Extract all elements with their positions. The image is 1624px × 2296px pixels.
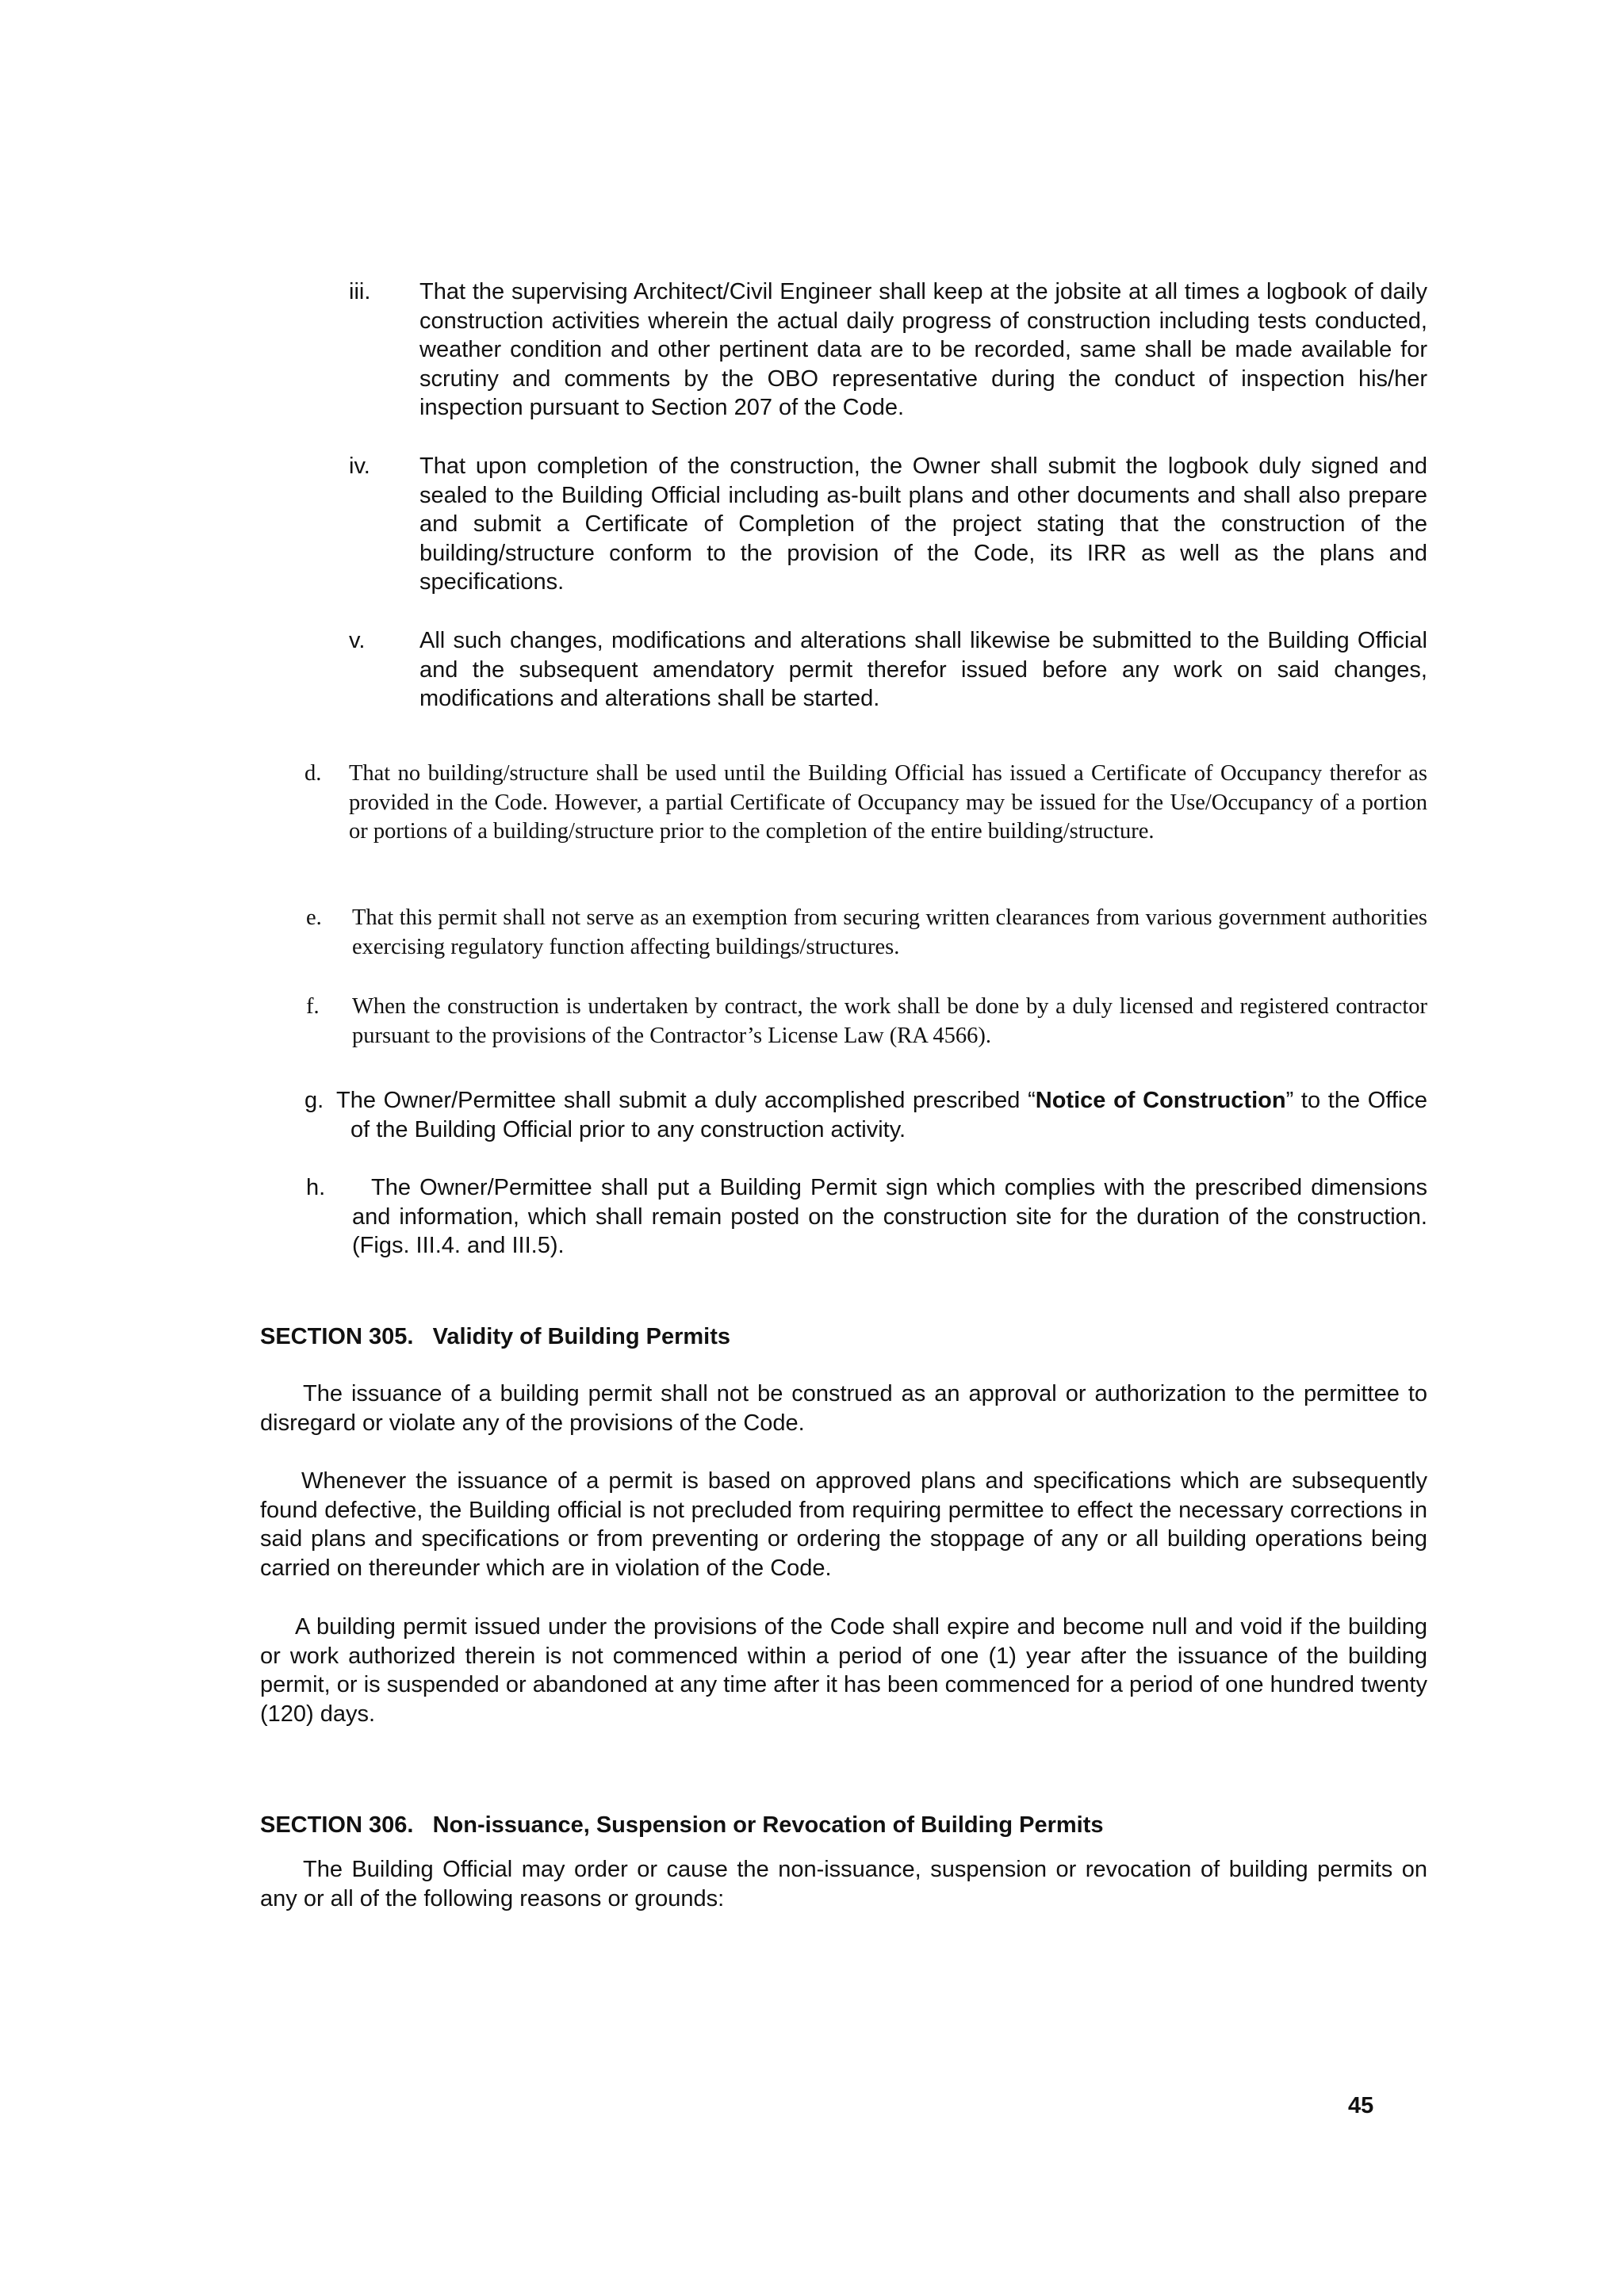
section-306-heading: SECTION 306. Non-issuance, Suspension or Revocation of Building Permits xyxy=(260,1812,1104,1838)
section-305-paragraph-1: The issuance of a building permit shall not be construed as an approval or authorization to the permittee to disregard or violate any of the provisions of the Code. xyxy=(260,1381,1427,1436)
section-305-paragraph-2: Whenever the issuance of a permit is based on approved plans and specifications which are subsequently found defective, the Building official is not precluded from requiring permittee to effect the necessary corrections in said plans and specifications or from preventing or ordering the stoppage of any or all building operations being carried on thereunder which are in violation of the Code. xyxy=(260,1468,1427,1581)
item-text: All such changes, modifications and alterations shall likewise be submitted to the Building Official and the subsequent amendatory permit therefor issued before any work on said changes, modifications and alterations shall be started. xyxy=(419,628,1427,711)
item-text: The Owner/Permittee shall put a Building Permit sign which complies with the prescribed dimensions and information, which shall remain posted on the construction site for the duration of the construction. (Figs. III.4. and III.5). xyxy=(352,1175,1427,1258)
list-item-h xyxy=(306,1173,1448,1265)
list-item-v xyxy=(349,626,1427,718)
section-306-paragraph-1: The Building Official may order or cause the non-issuance, suspension or revocation of building permits on any or all of the following reasons or grounds: xyxy=(260,1857,1427,1911)
item-number: iv. xyxy=(349,453,370,479)
item-number: f. xyxy=(306,994,320,1019)
item-number: v. xyxy=(349,628,366,653)
item-text: When the construction is undertaken by contract, the work shall be done by a duly licensed and registered contractor pursuant to the provisions of the Contractor’s License Law (RA 4566). xyxy=(352,994,1427,1048)
list-item-iv xyxy=(349,452,1427,603)
item-text: The Owner/Permittee shall submit a duly accomplished prescribed “Notice of Construction” to the Office of the Building Official prior to any construction activity. xyxy=(336,1088,1427,1142)
item-text: That this permit shall not serve as an exemption from securing written clearances from various government authorities exercising regulatory function affecting buildings/structures. xyxy=(352,905,1427,959)
page-number: 45 xyxy=(1348,2093,1374,2118)
item-number: e. xyxy=(306,905,322,930)
list-item-f xyxy=(306,993,1448,1056)
item-text: That upon completion of the construction, the Owner shall submit the logbook duly signed and sealed to the Building Official including as-built plans and other documents and shall also prepare and submit a Certificate of Completion of the project stating that the construction of the building/structure conform to the provision of the Code, its IRR as well as the plans and specifications. xyxy=(419,453,1427,595)
item-number: d. xyxy=(304,761,322,786)
item-text: That the supervising Architect/Civil Engineer shall keep at the jobsite at all times a logbook of daily construction activities wherein the actual daily progress of construction including tests conducted, weather condition and other pertinent data are to be recorded, same shall be made available for scrutiny and comments by the OBO representative during the conduct of inspection his/her inspection pursuant to Section 207 of the Code. xyxy=(419,279,1427,420)
list-item-g xyxy=(304,1086,1446,1150)
list-item-d xyxy=(304,760,1446,878)
notice-of-construction: Notice of Construction xyxy=(1035,1088,1286,1113)
section-305-heading: SECTION 305. Validity of Building Permits xyxy=(260,1324,731,1349)
item-number: h. xyxy=(306,1175,326,1200)
list-item-e xyxy=(306,904,1448,967)
list-item-iii xyxy=(349,277,1427,428)
section-305-paragraph-3: A building permit issued under the provisions of the Code shall expire and become null and void if the building or work authorized therein is not commenced within a period of one (1) year after the issuance of the building permit, or is suspended or abandoned at any time after it has been commenced for a period of one hundred twenty (120) days. xyxy=(260,1614,1427,1727)
item-number: iii. xyxy=(349,279,371,304)
item-text: That no building/structure shall be used until the Building Official has issued a Certificate of Occupancy therefor as provided in the Code. However, a partial Certificate of Occupancy may be issued for the Use/Occupancy of a portion or portions of a building/structure prior to the completion of the entire building/structure. xyxy=(349,761,1427,844)
item-number: g. xyxy=(304,1088,324,1113)
